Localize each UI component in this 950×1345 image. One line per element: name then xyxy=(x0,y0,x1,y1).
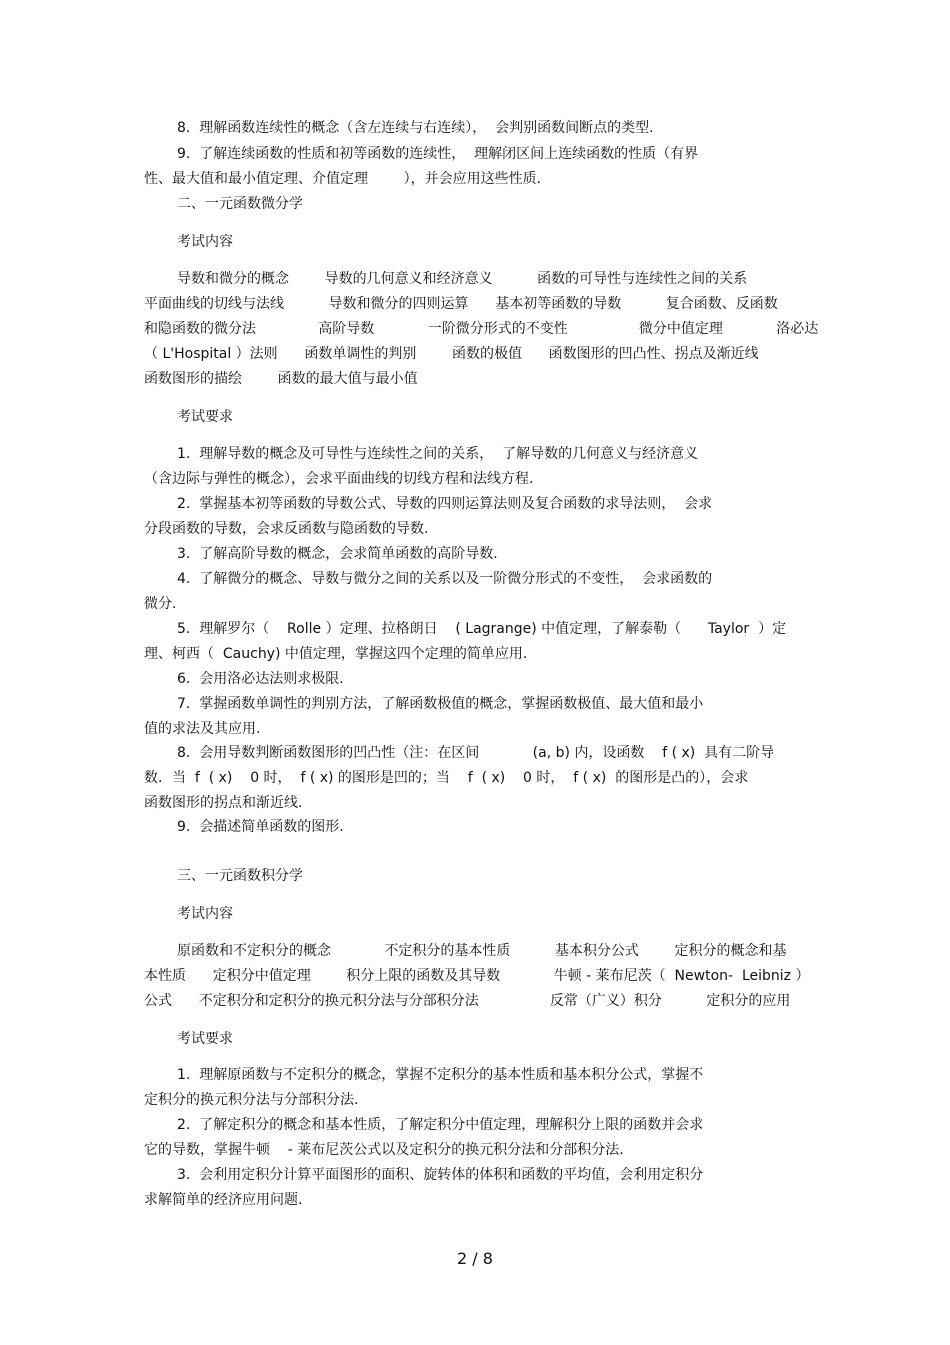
section2-req-line: 8. 会用导数判断函数图形的凹凸性（注：在区间 (a, b) 内，设函数 f ( x) 具有二阶导 xyxy=(177,745,775,761)
section3-title: 三、一元函数积分学 xyxy=(177,868,303,884)
section2-req-line: （含边际与弹性的概念），会求平面曲线的切线方程和法线方程. xyxy=(144,471,534,487)
section2-req-line: 数．当 f ( x) 0 时， f ( x) 的图形是凹的；当 f ( x) 0 时， f ( x) 的图形是凸的），会求 xyxy=(144,770,749,786)
section2-content-line: 平面曲线的切线与法线 导数和微分的四则运算 基本初等函数的导数 复合函数、反函数 xyxy=(144,296,778,312)
section2-req-line: 微分. xyxy=(144,596,177,612)
section3-req-line: 求解简单的经济应用问题. xyxy=(144,1192,303,1208)
item-9-continuous-functions-line2: 性、最大值和最小值定理、介值定理 ），并会应用这些性质. xyxy=(144,171,542,187)
section2-req-line: 值的求法及其应用. xyxy=(144,721,261,737)
section3-content-line: 本性质 定积分中值定理 积分上限的函数及其导数 牛顿 - 莱布尼茨（ Newton- Leibniz ） xyxy=(144,968,810,984)
section2-req-line: 分段函数的导数，会求反函数与隐函数的导数. xyxy=(144,521,429,537)
section2-req-line: 理、柯西（ Cauchy) 中值定理，掌握这四个定理的简单应用. xyxy=(144,646,528,662)
section2-req-line: 函数图形的拐点和渐近线. xyxy=(144,795,303,811)
section2-requirements-heading: 考试要求 xyxy=(177,409,233,425)
section3-req-line: 定积分的换元积分法与分部积分法. xyxy=(144,1092,359,1108)
section3-req-line: 3. 会利用定积分计算平面图形的面积、旋转体的体积和函数的平均值，会利用定积分 xyxy=(177,1167,704,1183)
section3-req-line: 它的导数，掌握牛顿 - 莱布尼茨公式以及定积分的换元积分法和分部积分法. xyxy=(144,1142,624,1158)
item-8-continuity: 8. 理解函数连续性的概念（含左连续与右连续）， 会判别函数间断点的类型. xyxy=(177,120,654,136)
item-9-continuous-functions-line1: 9. 了解连续函数的性质和初等函数的连续性， 理解闭区间上连续函数的性质（有界 xyxy=(177,146,699,162)
section2-req-line: 6. 会用洛必达法则求极限. xyxy=(177,671,344,687)
section3-requirements-heading: 考试要求 xyxy=(177,1031,233,1047)
section2-content-line: 和隐函数的微分法 高阶导数 一阶微分形式的不变性 微分中值定理 洛必达 xyxy=(144,321,819,337)
section2-content-line: （ L'Hospital ）法则 函数单调性的判别 函数的极值 函数图形的凹凸性、拐点及渐近线 xyxy=(144,346,759,362)
section2-req-line: 3. 了解高阶导数的概念，会求简单函数的高阶导数. xyxy=(177,546,498,562)
section2-content-line: 函数图形的描绘 函数的最大值与最小值 xyxy=(144,371,418,387)
section2-req-line: 7. 掌握函数单调性的判别方法，了解函数极值的概念，掌握函数极值、最大值和最小 xyxy=(177,696,704,712)
section2-req-line: 5. 理解罗尔（ Rolle ）定理、拉格朗日 ( Lagrange) 中值定理，了解泰勒（ Taylor ）定 xyxy=(177,621,787,637)
section2-req-line: 1. 理解导数的概念及可导性与连续性之间的关系， 了解导数的几何意义与经济意义 xyxy=(177,446,699,462)
section3-content-line: 公式 不定积分和定积分的换元积分法与分部积分法 反常（广义）积分 定积分的应用 xyxy=(144,993,791,1009)
section3-req-line: 1. 理解原函数与不定积分的概念，掌握不定积分的基本性质和基本积分公式，掌握不 xyxy=(177,1067,704,1083)
section2-title: 二、一元函数微分学 xyxy=(177,196,303,212)
section3-req-line: 2. 了解定积分的概念和基本性质，了解定积分中值定理，理解积分上限的函数并会求 xyxy=(177,1117,704,1133)
page-number: 2 / 8 xyxy=(457,1249,493,1268)
section2-req-line: 4. 了解微分的概念、导数与微分之间的关系以及一阶微分形式的不变性， 会求函数的 xyxy=(177,571,713,587)
section3-content-heading: 考试内容 xyxy=(177,906,233,922)
section2-content-line: 导数和微分的概念 导数的几何意义和经济意义 函数的可导性与连续性之间的关系 xyxy=(177,271,748,287)
section2-content-heading: 考试内容 xyxy=(177,234,233,250)
section2-req-line: 2. 掌握基本初等函数的导数公式、导数的四则运算法则及复合函数的求导法则， 会求 xyxy=(177,496,713,512)
section2-req-line: 9. 会描述简单函数的图形. xyxy=(177,819,344,835)
section3-content-line: 原函数和不定积分的概念 不定积分的基本性质 基本积分公式 定积分的概念和基 xyxy=(177,943,787,959)
